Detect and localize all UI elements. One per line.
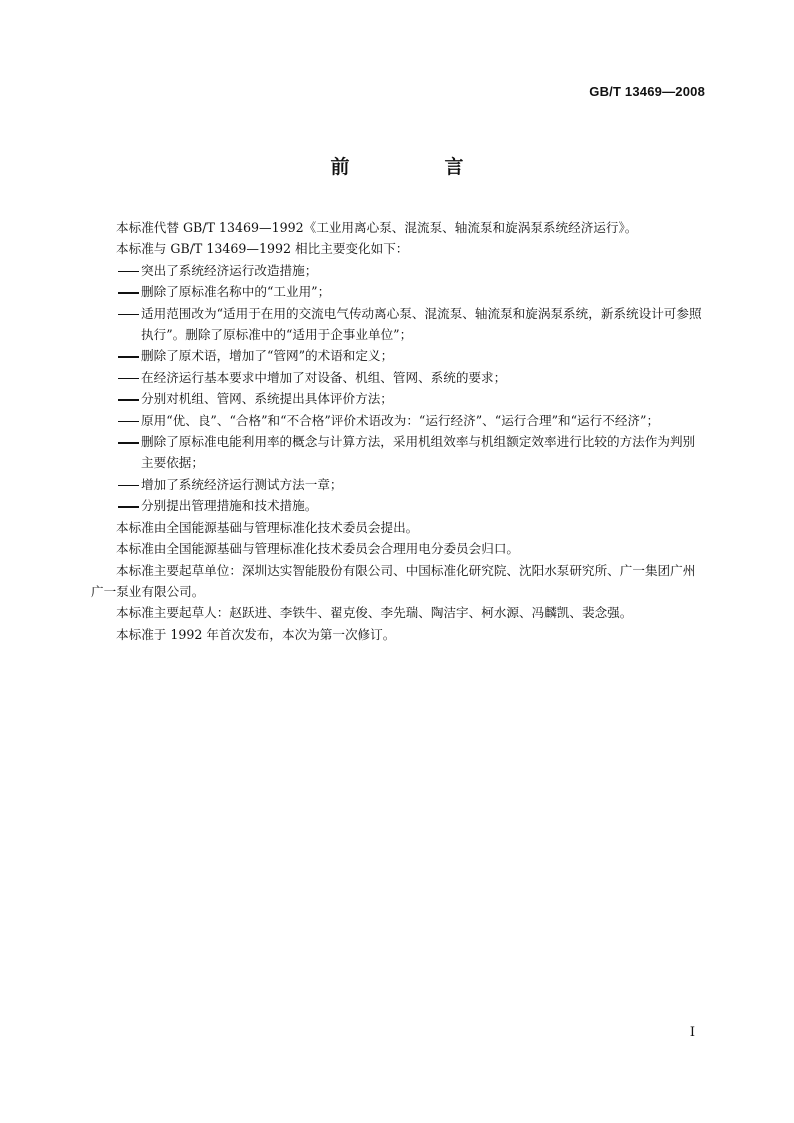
paragraph-drafting-units: 本标准主要起草单位：深圳达实智能股份有限公司、中国标准化研究院、沈阳水泵研究所、广一集团广州广一泵业有限公司。 xyxy=(91,562,696,599)
change-item-text: 分别对机组、管网、系统提出具体评价方法； xyxy=(141,391,393,407)
change-item xyxy=(91,345,707,366)
paragraph-changes-intro: 本标准与 GB/T 13469—1992 相比主要变化如下： xyxy=(116,241,409,257)
change-item-text: 删除了原标准电能利用率的概念与计算方法，采用机组效率与机组额定效率进行比较的方法作为判别主要依据； xyxy=(141,434,696,471)
change-item xyxy=(91,303,707,346)
paragraph-revision-history: 本标准于 1992 年首次发布，本次为第一次修订。 xyxy=(116,626,396,642)
change-item xyxy=(91,260,707,281)
change-item-text: 增加了系统经济运行测试方法一章； xyxy=(141,476,343,492)
page-title: 前 言 xyxy=(330,156,502,178)
change-item-text: 删除了原术语，增加了“管网”的术语和定义； xyxy=(141,348,394,364)
change-item-text: 删除了原标准名称中的“工业用”； xyxy=(141,284,331,300)
paragraph-replaces: 本标准代替 GB/T 13469—1992《工业用离心泵、混流泵、轴流泵和旋涡泵系统经济运行》。 xyxy=(116,220,638,235)
foreword-body xyxy=(91,217,707,645)
paragraph-proposed-by: 本标准由全国能源基础与管理标准化技术委员会提出。 xyxy=(116,519,419,535)
change-item-text: 原用“优、良”、“合格”和“不合格”评价术语改为：“运行经济”、“运行合理”和“运行不经济”； xyxy=(141,412,660,428)
change-item xyxy=(91,281,707,302)
change-item-text: 分别提出管理措施和技术措施。 xyxy=(141,498,318,514)
change-item-text: 适用范围改为“适用于在用的交流电气传动离心泵、混流泵、轴流泵和旋涡泵系统，新系统设计可参照执行”。删除了原标准中的“适用于企事业单位”； xyxy=(141,305,702,343)
change-item-text: 在经济运行基本要求中增加了对设备、机组、管网、系统的要求； xyxy=(141,369,507,385)
page-number: I xyxy=(689,1025,695,1040)
change-item-text: 突出了系统经济运行改造措施； xyxy=(141,262,318,278)
change-item xyxy=(91,367,707,388)
change-item xyxy=(91,431,707,474)
change-item xyxy=(91,474,707,495)
paragraph-under-jurisdiction: 本标准由全国能源基础与管理标准化技术委员会合理用电分委员会归口。 xyxy=(116,541,519,557)
paragraph-drafters: 本标准主要起草人：赵跃进、李铁牛、翟克俊、李先瑞、陶洁宇、柯水源、冯麟凯、裴念强。 xyxy=(116,605,633,621)
change-item xyxy=(91,410,707,431)
change-item xyxy=(91,388,707,409)
change-item xyxy=(91,495,707,516)
standard-number: GB/T 13469—2008 xyxy=(589,84,705,99)
